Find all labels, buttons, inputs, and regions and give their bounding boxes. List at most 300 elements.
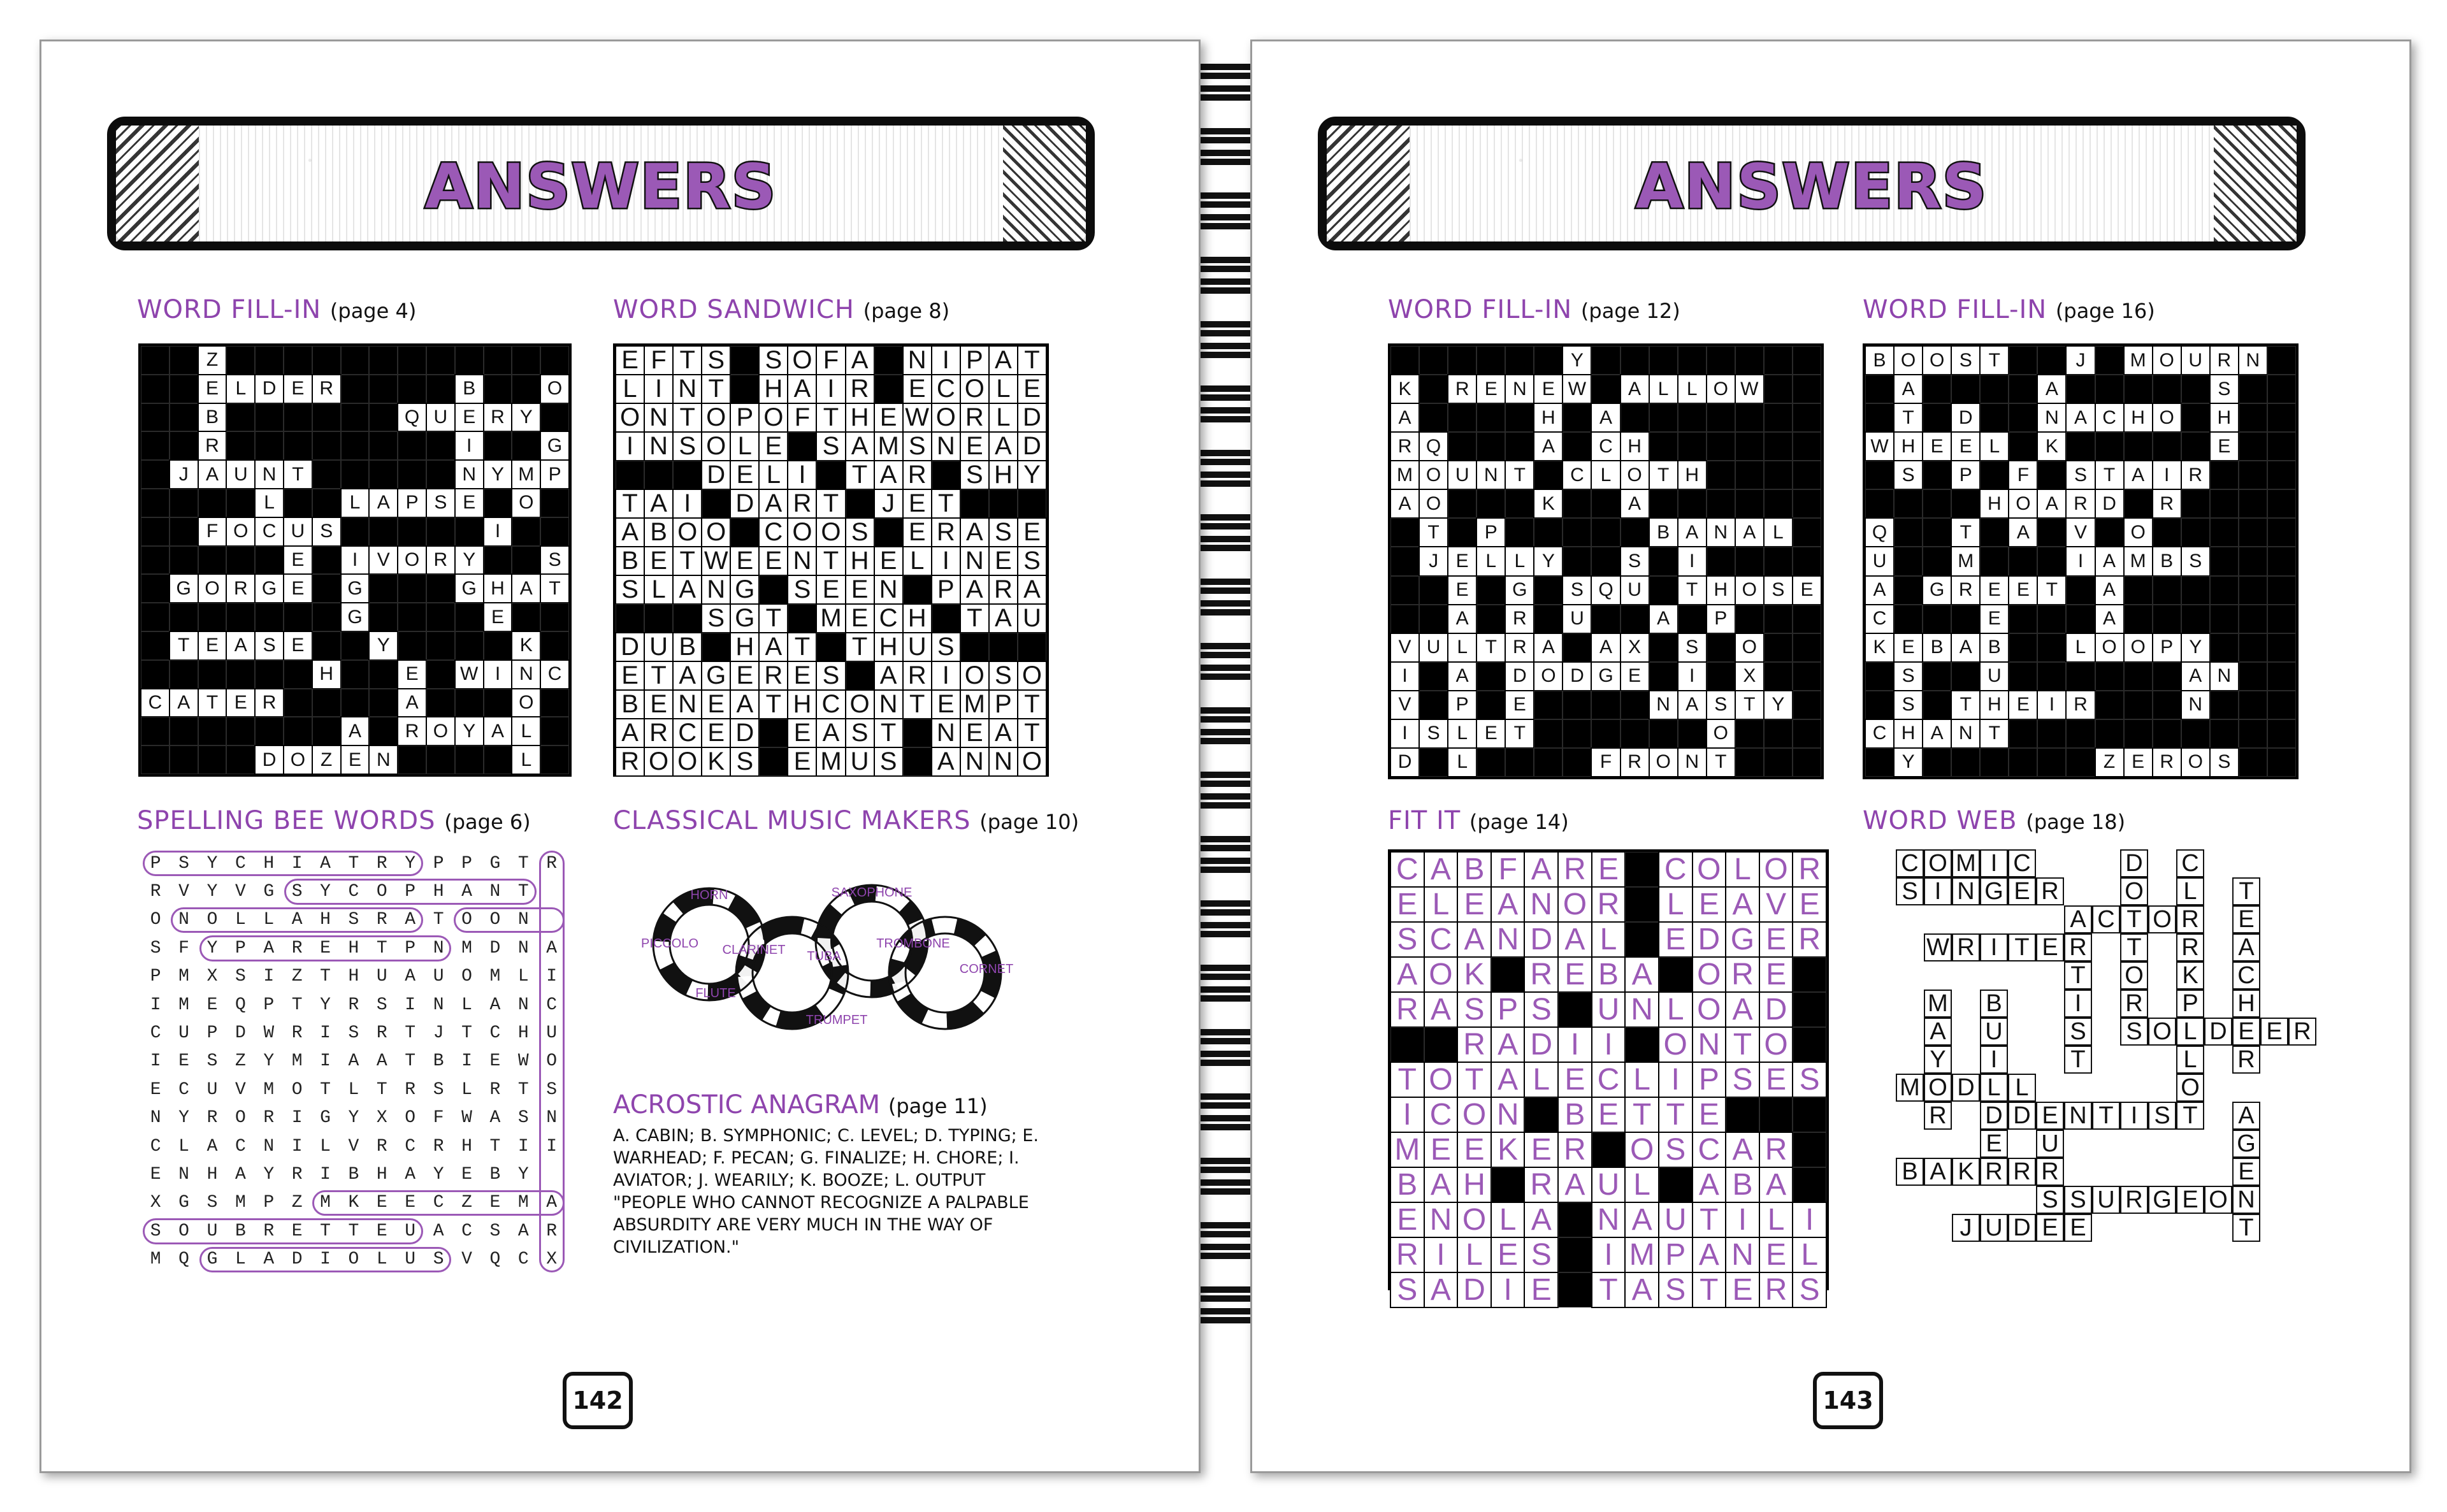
answer-cell: N [1649, 691, 1678, 719]
answer-cell: T [1419, 518, 1448, 547]
word-search-letter: V [235, 1079, 246, 1100]
black-square [644, 604, 673, 633]
answer-cell: R [426, 546, 455, 575]
section-title-word-fill-in-16: WORD FILL-IN (page 16) [1863, 295, 2155, 324]
answer-cell: L [1659, 887, 1693, 922]
answer-cell: T [673, 403, 702, 432]
black-square [2124, 432, 2153, 461]
answer-cell: E [1476, 375, 1505, 403]
answer-cell: U [1659, 1202, 1693, 1237]
left-page [40, 40, 1201, 1473]
black-square [170, 717, 198, 745]
black-square [1558, 1202, 1592, 1237]
black-square [1707, 633, 1735, 662]
answer-cell: C [673, 719, 702, 747]
answer-cell: L [1764, 518, 1793, 547]
word-search-letter: L [348, 1079, 359, 1100]
answer-cell: E [1793, 576, 1821, 605]
answer-cell: S [960, 461, 989, 489]
answer-cell: A [1424, 1167, 1458, 1202]
answer-cell: A [644, 489, 673, 518]
black-square [1534, 605, 1563, 633]
black-square [1923, 518, 1951, 547]
black-square [874, 346, 903, 375]
answer-cell: S [1793, 1272, 1826, 1307]
answer-cell: A [2009, 518, 2037, 547]
word-search-letter: P [405, 938, 416, 958]
black-square [1735, 489, 1764, 518]
word-search-letter: M [320, 1193, 331, 1213]
answer-cell: C [1659, 852, 1693, 887]
answer-cell: S [1390, 922, 1424, 957]
word-search-letter: W [263, 1023, 275, 1044]
black-square [1759, 1097, 1793, 1132]
black-square [1563, 691, 1591, 719]
answer-cell: O [540, 375, 569, 403]
word-search-letter: R [546, 853, 558, 874]
black-square [2267, 633, 2296, 662]
answer-cell: J [874, 489, 903, 518]
word-search-letter: I [291, 1136, 303, 1156]
word-search-letter: I [291, 1108, 303, 1128]
answer-cell: A [874, 461, 903, 489]
answer-cell: T [616, 489, 644, 518]
word-search-letter: O [461, 967, 472, 987]
black-square [1621, 518, 1649, 547]
answer-cell: P [989, 690, 1018, 719]
answer-cell: B [1726, 1167, 1759, 1202]
black-square [426, 574, 455, 603]
answer-cell: T [1659, 1097, 1693, 1132]
answer-cell: S [2210, 748, 2239, 777]
word-search-letter: Y [206, 938, 218, 958]
answer-cell: B [1592, 957, 1626, 992]
answer-cell: E [874, 403, 903, 432]
word-search-letter: X [376, 1108, 387, 1128]
answer-cell: T [846, 461, 874, 489]
answer-cell: A [2095, 605, 2124, 633]
black-square [1476, 489, 1505, 518]
answer-cell: A [1457, 922, 1491, 957]
black-square [2037, 633, 2066, 662]
black-square [1476, 662, 1505, 691]
answer-cell: E [1951, 432, 1980, 461]
word-search-letter: O [206, 910, 218, 930]
black-square [730, 518, 759, 547]
word-search-letter: T [320, 967, 331, 987]
answer-cell: R [1505, 605, 1534, 633]
black-square [540, 403, 569, 432]
word-search-letter: H [348, 967, 359, 987]
answer-cell: T [1505, 719, 1534, 748]
answer-cell: E [1457, 887, 1491, 922]
word-search-letter: Q [489, 1249, 501, 1270]
answer-cell: O [1693, 957, 1726, 992]
answer-cell: W [1563, 375, 1591, 403]
answer-cell: O [2124, 518, 2153, 547]
word-search-letter: P [405, 882, 416, 902]
answer-cell: E [702, 690, 730, 719]
answer-cell: L [1592, 922, 1626, 957]
answer-cell: E [1524, 1272, 1558, 1307]
black-square [846, 489, 874, 518]
answer-cell: H [1980, 691, 2009, 719]
answer-cell: E [1534, 375, 1563, 403]
word-web-cell: O [2148, 1018, 2176, 1046]
word-search-letter: O [291, 1079, 303, 1100]
answer-cell: E [1424, 1132, 1458, 1167]
answer-cell: T [1390, 1062, 1424, 1097]
answer-cell: A [1923, 719, 1951, 748]
black-square [369, 574, 398, 603]
black-square [284, 346, 312, 375]
word-search-letter: T [348, 1221, 359, 1241]
black-square [1390, 1027, 1424, 1062]
word-web-cell: C [2092, 905, 2120, 933]
black-square [1534, 691, 1563, 719]
black-square [989, 489, 1018, 518]
black-square [1951, 662, 1980, 691]
answer-cell: O [2153, 346, 2181, 375]
word-search-letter: Q [235, 995, 246, 1015]
word-search-letter: N [517, 995, 529, 1015]
word-search-letter: R [376, 1023, 387, 1044]
answer-cell: S [1894, 461, 1923, 489]
black-square [484, 375, 512, 403]
black-square [2124, 375, 2153, 403]
black-square [226, 346, 255, 375]
black-square [846, 661, 874, 690]
black-square [2181, 719, 2210, 748]
answer-cell: N [932, 432, 960, 461]
answer-cell: F [816, 346, 845, 375]
word-search-row [141, 1132, 566, 1160]
word-search-letter: S [235, 967, 246, 987]
word-search-letter: O [150, 910, 161, 930]
answer-cell: E [2210, 432, 2239, 461]
answer-cell: A [989, 604, 1018, 633]
word-web-cell: E [2036, 933, 2064, 961]
word-highlight [143, 851, 423, 876]
black-square [1491, 957, 1525, 992]
answer-cell: P [730, 403, 759, 432]
word-search-letter: D [291, 1249, 303, 1270]
answer-cell: U [426, 403, 455, 432]
answer-cell: C [1424, 1097, 1458, 1132]
answer-cell: J [1419, 547, 1448, 575]
black-square [1793, 489, 1821, 518]
black-square [1534, 518, 1563, 547]
black-square [369, 375, 398, 403]
word-web-cell: M [1896, 1074, 1924, 1102]
answer-cell: E [1476, 719, 1505, 748]
ring-word: TUBA [807, 949, 841, 963]
answer-cell: N [644, 403, 673, 432]
black-square [1448, 432, 1476, 461]
black-square [484, 745, 512, 774]
answer-cell: P [1707, 605, 1735, 633]
black-square [1707, 662, 1735, 691]
black-square [1649, 633, 1678, 662]
answer-cell: E [1505, 691, 1534, 719]
ring-word: HORN [690, 888, 728, 902]
word-search-letter: L [517, 967, 529, 987]
answer-cell: G [341, 603, 370, 631]
word-web-cell: R [2036, 877, 2064, 905]
word-search-row [141, 1076, 566, 1104]
word-search-letter: N [489, 882, 501, 902]
answer-cell: A [1759, 1167, 1793, 1202]
answer-cell: L [1625, 1167, 1659, 1202]
black-square [1735, 346, 1764, 375]
black-square [759, 747, 788, 776]
answer-cell: E [1390, 887, 1424, 922]
answer-cell: O [1424, 957, 1458, 992]
answer-cell: E [989, 547, 1018, 575]
answer-cell: T [284, 460, 312, 489]
word-search-letter: A [489, 995, 501, 1015]
black-square [2267, 461, 2296, 489]
answer-cell: G [730, 575, 759, 604]
answer-cell: R [1390, 1237, 1424, 1272]
black-square [1923, 662, 1951, 691]
black-square [141, 574, 170, 603]
word-highlight [284, 879, 537, 904]
answer-cell: S [426, 489, 455, 517]
section-title-fit-it: FIT IT (page 14) [1388, 806, 1569, 835]
answer-cell: S [1894, 691, 1923, 719]
black-square [1793, 375, 1821, 403]
black-square [455, 603, 484, 631]
answer-cell: E [903, 489, 932, 518]
word-search-letter: S [546, 1079, 558, 1100]
word-web-cell: T [2232, 877, 2260, 905]
word-web-cell: S [2120, 1018, 2148, 1046]
answer-cell: I [1390, 719, 1419, 748]
word-search-letter: T [405, 1051, 416, 1072]
black-square [1865, 489, 1894, 518]
answer-cell: N [1707, 518, 1735, 547]
black-square [1793, 403, 1821, 432]
answer-cell: A [170, 689, 198, 717]
answer-cell: E [455, 489, 484, 517]
black-square [2181, 489, 2210, 518]
word-web-cell: E [2232, 905, 2260, 933]
answer-cell: H [759, 375, 788, 403]
answer-cell: E [1980, 576, 2009, 605]
answer-cell: S [1678, 633, 1707, 662]
black-square [369, 517, 398, 546]
word-search-letter: R [291, 1023, 303, 1044]
word-web-cell: A [1924, 1158, 1952, 1186]
black-square [1563, 518, 1591, 547]
black-square [960, 633, 989, 661]
black-square [226, 745, 255, 774]
word-search-letter: N [433, 995, 444, 1015]
black-square [2124, 605, 2153, 633]
black-square [426, 346, 455, 375]
section-title-word-fill-in-12: WORD FILL-IN (page 12) [1388, 295, 1680, 324]
word-web-cell: D [1980, 1102, 2008, 1130]
answer-cell: A [341, 717, 370, 745]
black-square [484, 431, 512, 460]
answer-cell: S [1524, 1237, 1558, 1272]
black-square [2153, 432, 2181, 461]
word-search-letter: M [178, 967, 189, 987]
word-web-cell: J [1952, 1214, 1980, 1242]
answer-cell: E [788, 661, 816, 690]
answer-cell: T [673, 346, 702, 375]
word-search-letter: N [517, 938, 529, 958]
black-square [1476, 403, 1505, 432]
answer-cell: A [2095, 576, 2124, 605]
black-square [284, 660, 312, 689]
answer-cell: B [2153, 547, 2181, 575]
answer-cell: S [1621, 547, 1649, 575]
black-square [312, 689, 341, 717]
answer-cell: E [1457, 1132, 1491, 1167]
answer-cell: I [2037, 691, 2066, 719]
answer-cell: M [1390, 1132, 1424, 1167]
black-square [2239, 633, 2267, 662]
word-search-letter: E [178, 1051, 189, 1072]
answer-cell: N [960, 747, 989, 776]
word-search-letter: W [461, 1108, 472, 1128]
answer-cell: U [1621, 576, 1649, 605]
answer-cell: L [1448, 719, 1476, 748]
answer-cell: T [1649, 461, 1678, 489]
black-square [1625, 887, 1659, 922]
word-web-cell: E [2036, 1102, 2064, 1130]
black-square [1621, 346, 1649, 375]
black-square [141, 460, 170, 489]
answer-cell: E [1018, 375, 1046, 403]
black-square [2267, 375, 2296, 403]
answer-cell: V [1390, 691, 1419, 719]
answer-cell: L [1491, 1202, 1525, 1237]
word-web-cell: L [1980, 1074, 2008, 1102]
answer-cell: B [1980, 633, 2009, 662]
black-square [2066, 375, 2095, 403]
word-fill-in-12-grid [1388, 343, 1824, 779]
answer-cell: S [759, 346, 788, 375]
black-square [1390, 346, 1419, 375]
black-square [1894, 605, 1923, 633]
black-square [2267, 748, 2296, 777]
answer-cell: R [2210, 346, 2239, 375]
answer-cell: S [540, 546, 569, 575]
black-square [788, 432, 816, 461]
answer-cell: P [540, 460, 569, 489]
answer-cell: A [512, 574, 540, 603]
answer-cell: C [1424, 922, 1458, 957]
answer-cell: L [989, 403, 1018, 432]
word-search-letter: L [461, 1079, 472, 1100]
answer-cell: O [616, 403, 644, 432]
word-search-letter: R [150, 882, 161, 902]
black-square [1793, 662, 1821, 691]
black-square [1793, 748, 1821, 777]
black-square [1707, 461, 1735, 489]
answer-cell: R [1524, 957, 1558, 992]
answer-cell: W [1735, 375, 1764, 403]
black-square [455, 745, 484, 774]
black-square [2267, 489, 2296, 518]
answer-cell: Z [198, 346, 227, 375]
word-search-row [141, 1160, 566, 1188]
word-search-letter: O [348, 1249, 359, 1270]
black-square [369, 603, 398, 631]
black-square [2267, 691, 2296, 719]
black-square [484, 346, 512, 375]
word-web-cell: T [2092, 1102, 2120, 1130]
black-square [2066, 748, 2095, 777]
black-square [1793, 957, 1826, 992]
answer-cell: E [1894, 633, 1923, 662]
answer-cell: E [1759, 922, 1793, 957]
black-square [1649, 662, 1678, 691]
answer-cell: U [903, 633, 932, 661]
word-search-letter: R [376, 853, 387, 874]
answer-cell: L [1759, 1202, 1793, 1237]
answer-cell: I [484, 517, 512, 546]
word-search-letter: H [517, 1023, 529, 1044]
answer-cell: P [1448, 691, 1476, 719]
answer-cell: E [616, 346, 644, 375]
answer-cell: A [960, 518, 989, 547]
black-square [170, 517, 198, 546]
black-square [1534, 461, 1563, 489]
answer-cell: O [1457, 1202, 1491, 1237]
word-search-letter: P [263, 1193, 275, 1213]
word-search-letter: I [546, 967, 558, 987]
word-search-letter: I [291, 853, 303, 874]
answer-cell: B [1457, 852, 1491, 887]
black-square [2267, 662, 2296, 691]
black-square [616, 604, 644, 633]
word-search-letter: S [517, 1108, 529, 1128]
black-square [141, 603, 170, 631]
answer-cell: G [540, 431, 569, 460]
black-square [2153, 518, 2181, 547]
answer-cell: I [1678, 662, 1707, 691]
word-search-letter: Y [206, 882, 218, 902]
black-square [1678, 346, 1707, 375]
black-square [730, 375, 759, 403]
word-search-letter: A [461, 882, 472, 902]
answer-cell: I [455, 431, 484, 460]
answer-cell: R [846, 375, 874, 403]
black-square [312, 574, 341, 603]
black-square [540, 631, 569, 660]
answer-cell: T [1678, 576, 1707, 605]
section-title-classical-music: CLASSICAL MUSIC MAKERS (page 10) [613, 806, 1079, 835]
answer-cell: A [1491, 1027, 1525, 1062]
answer-cell: E [284, 574, 312, 603]
black-square [341, 517, 370, 546]
black-square [1793, 1027, 1826, 1062]
word-search-letter: R [376, 910, 387, 930]
black-square [2210, 518, 2239, 547]
word-web-cell: A [1924, 1018, 1952, 1046]
answer-cell: N [1476, 461, 1505, 489]
word-search-letter: R [546, 1221, 558, 1241]
word-search-letter: A [320, 853, 331, 874]
black-square [1735, 748, 1764, 777]
black-square [284, 603, 312, 631]
answer-cell: E [2009, 576, 2037, 605]
word-search-letter: E [320, 938, 331, 958]
